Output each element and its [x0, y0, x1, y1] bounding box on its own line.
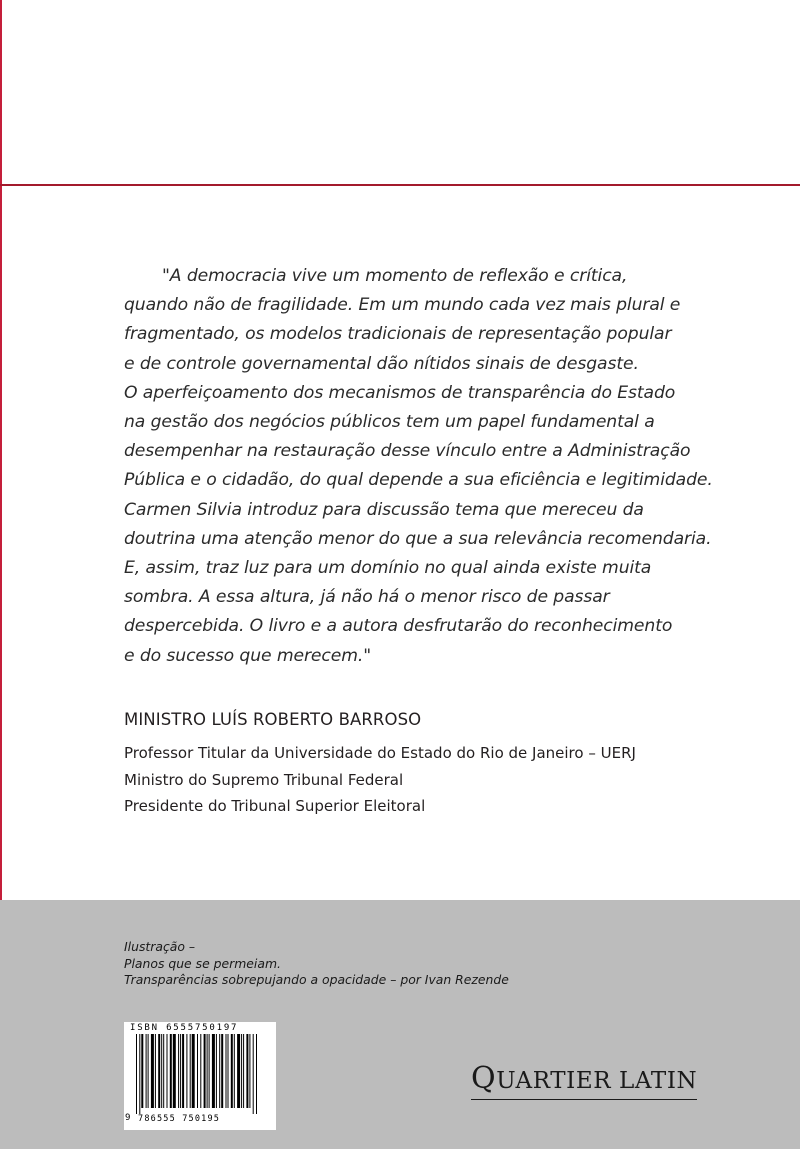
quote-line: fragmentado, os modelos tradicionais de representação popular	[124, 324, 672, 345]
quote-line: Carmen Silvia introduz para discussão tema que mereceu da	[124, 499, 644, 520]
author-role: Professor Titular da Universidade do Estado do Rio de Janeiro – UERJ	[124, 744, 636, 762]
barcode-bar	[173, 1034, 176, 1108]
barcode-bar	[237, 1034, 240, 1108]
barcode-bar	[180, 1034, 181, 1108]
barcode-bar	[148, 1034, 149, 1108]
top-divider-rule	[0, 184, 800, 186]
isbn-barcode	[124, 1022, 276, 1130]
publisher-logo-rest: UARTIER LATIN	[496, 1068, 698, 1094]
barcode-bar	[249, 1034, 250, 1108]
credit-line: Transparências sobrepujando a opacidade – por Ivan Rezende	[124, 972, 509, 987]
endorsement-quote	[124, 262, 774, 671]
barcode-bar	[219, 1034, 220, 1108]
credit-line: Planos que se permeiam.	[124, 955, 281, 971]
barcode-bar	[161, 1034, 162, 1108]
footer-band	[0, 900, 800, 1149]
barcode-bar	[207, 1034, 208, 1108]
quote-line: na gestão dos negócios públicos tem um papel fundamental a	[124, 412, 655, 433]
publisher-logo-initial: Q	[471, 1061, 497, 1096]
publisher-logo	[471, 1061, 698, 1096]
barcode-bar	[136, 1034, 137, 1114]
author-name: MINISTRO LUÍS ROBERTO BARROSO	[124, 710, 422, 729]
left-edge-rule	[0, 0, 2, 900]
barcode-bar	[158, 1034, 160, 1108]
barcode-bar	[246, 1034, 248, 1108]
barcode-bar	[190, 1034, 191, 1108]
quote-line: sombra. A essa altura, já não há o menor risco de passar	[124, 587, 610, 608]
author-roles	[124, 740, 774, 820]
barcode-bar	[212, 1034, 215, 1108]
barcode-bar	[243, 1034, 244, 1108]
barcode-bar	[253, 1034, 254, 1114]
barcode-bar	[216, 1034, 217, 1108]
quote-line: e de controle governamental dão nítidos sinais de desgaste.	[124, 353, 639, 374]
quote-line: O aperfeiçoamento dos mecanismos de transparência do Estado	[124, 382, 676, 403]
barcode-bar	[204, 1034, 206, 1108]
quote-line: "A democracia vive um momento de reflexão e crítica,	[162, 266, 628, 286]
barcode-bar	[155, 1034, 156, 1108]
barcode-bar	[197, 1034, 198, 1108]
quote-line: quando não de fragilidade. Em um mundo cada vez mais plural e	[124, 295, 681, 316]
barcode-bar	[241, 1034, 242, 1108]
quote-line: desempenhar na restauração desse vínculo entre a Administração	[124, 441, 691, 462]
ean-lead-digit: 9	[125, 1113, 131, 1123]
illustration-credit	[124, 939, 509, 989]
author-role: Ministro do Supremo Tribunal Federal	[124, 770, 404, 789]
barcode-bar	[167, 1034, 168, 1108]
barcode-bar	[163, 1034, 164, 1108]
barcode-bar	[231, 1034, 233, 1108]
barcode-bar	[226, 1034, 227, 1108]
barcode-bar	[228, 1034, 229, 1108]
quote-line: E, assim, traz luz para um domínio no qual ainda existe muita	[124, 558, 652, 579]
barcode-bar	[234, 1034, 235, 1108]
quote-line: despercebida. O livro e a autora desfrutarão do reconhecimento	[124, 616, 673, 637]
barcode-bars	[124, 1034, 276, 1114]
barcode-bar	[182, 1034, 184, 1108]
barcode-bar	[221, 1034, 223, 1108]
barcode-bar	[151, 1034, 154, 1108]
author-role: Presidente do Tribunal Superior Eleitoral	[124, 797, 426, 815]
barcode-bar	[178, 1034, 179, 1108]
barcode-bar	[186, 1034, 187, 1108]
quote-line: Pública e o cidadão, do qual depende a sua eficiência e legitimidade.	[124, 470, 713, 491]
barcode-bar	[141, 1034, 143, 1108]
barcode-bar	[209, 1034, 210, 1108]
ean-digits: 786555 750195	[138, 1114, 221, 1124]
barcode-bar	[146, 1034, 147, 1108]
credit-line: Ilustração –	[124, 939, 196, 954]
quote-line: e do sucesso que merecem."	[124, 645, 372, 666]
barcode-bar	[192, 1034, 195, 1108]
barcode-bar	[200, 1034, 201, 1108]
barcode-bar	[170, 1034, 172, 1108]
barcode-bar	[139, 1034, 140, 1114]
isbn-label: ISBN 6555750197	[130, 1023, 239, 1033]
quote-line: doutrina uma atenção menor do que a sua relevância recomendaria.	[124, 528, 712, 549]
barcode-bar	[256, 1034, 257, 1114]
